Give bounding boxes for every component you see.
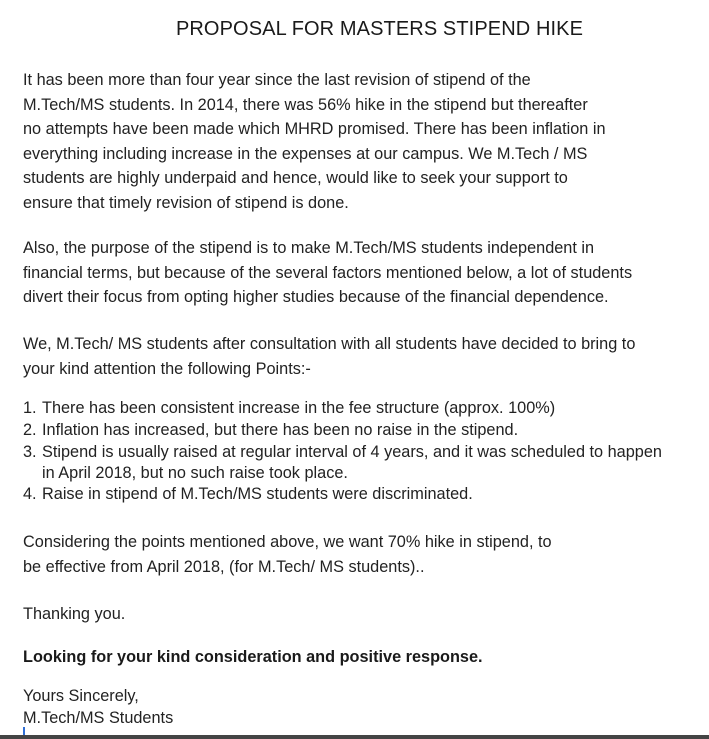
text-line: We, M.Tech/ MS students after consultation with all students have decided to bring to [23, 335, 636, 353]
text-line: Thanking you. [23, 605, 126, 623]
text-line: no attempts have been made which MHRD promised. There has been inflation in [23, 120, 606, 138]
points-list [23, 397, 662, 505]
list-item [23, 441, 662, 483]
thanks-text [23, 602, 125, 627]
text-line: financial terms, but because of the several factors mentioned below, a lot of students [23, 263, 633, 282]
list-text-continuation: in April 2018, but no such raise took place. [42, 464, 348, 482]
list-number: 2. [23, 421, 37, 439]
list-number: 1. [23, 399, 37, 417]
text-line: ensure that timely revision of stipend is done. [23, 193, 349, 212]
text-line: your kind attention the following Points:- [23, 359, 311, 378]
document-title: PROPOSAL FOR MASTERS STIPEND HIKE [175, 18, 584, 40]
paragraph-intro [23, 68, 606, 215]
signature-block [23, 685, 173, 729]
list-text: There has been consistent increase in the fee structure (approx. 100%) [42, 399, 556, 417]
closing-request [23, 645, 483, 670]
text-line: It has been more than four year since the last revision of stipend of the [23, 71, 531, 89]
list-item [23, 483, 662, 505]
list-item [23, 397, 662, 419]
list-item [23, 419, 662, 441]
text-line: everything including increase in the expenses at our campus. We M.Tech / MS [23, 144, 588, 163]
text-line: divert their focus from opting higher studies because of the financial dependence. [23, 288, 609, 306]
text-line: Looking for your kind consideration and positive response. [23, 648, 483, 666]
text-line: students are highly underpaid and hence, would like to seek your support to [23, 169, 568, 187]
list-text: Raise in stipend of M.Tech/MS students were discriminated. [42, 485, 473, 503]
paragraph-purpose [23, 236, 632, 310]
signoff-text: Yours Sincerely, [23, 687, 139, 705]
paragraph-consultation [23, 332, 635, 381]
text-line: Also, the purpose of the stipend is to make M.Tech/MS students independent in [23, 239, 595, 257]
list-text: Inflation has increased, but there has been no raise in the stipend. [42, 421, 519, 439]
signature-text: M.Tech/MS Students [23, 709, 174, 727]
list-text: Stipend is usually raised at regular interval of 4 years, and it was scheduled to happen [42, 443, 662, 461]
text-line: Considering the points mentioned above, we want 70% hike in stipend, to [23, 533, 552, 551]
list-number: 4. [23, 485, 37, 503]
list-number: 3. [23, 443, 37, 461]
bottom-scrollbar[interactable] [0, 735, 709, 739]
text-line: be effective from April 2018, (for M.Tech/ MS students).. [23, 557, 425, 576]
text-line: M.Tech/MS students. In 2014, there was 56% hike in the stipend but thereafter [23, 95, 588, 114]
paragraph-demand [23, 530, 552, 579]
